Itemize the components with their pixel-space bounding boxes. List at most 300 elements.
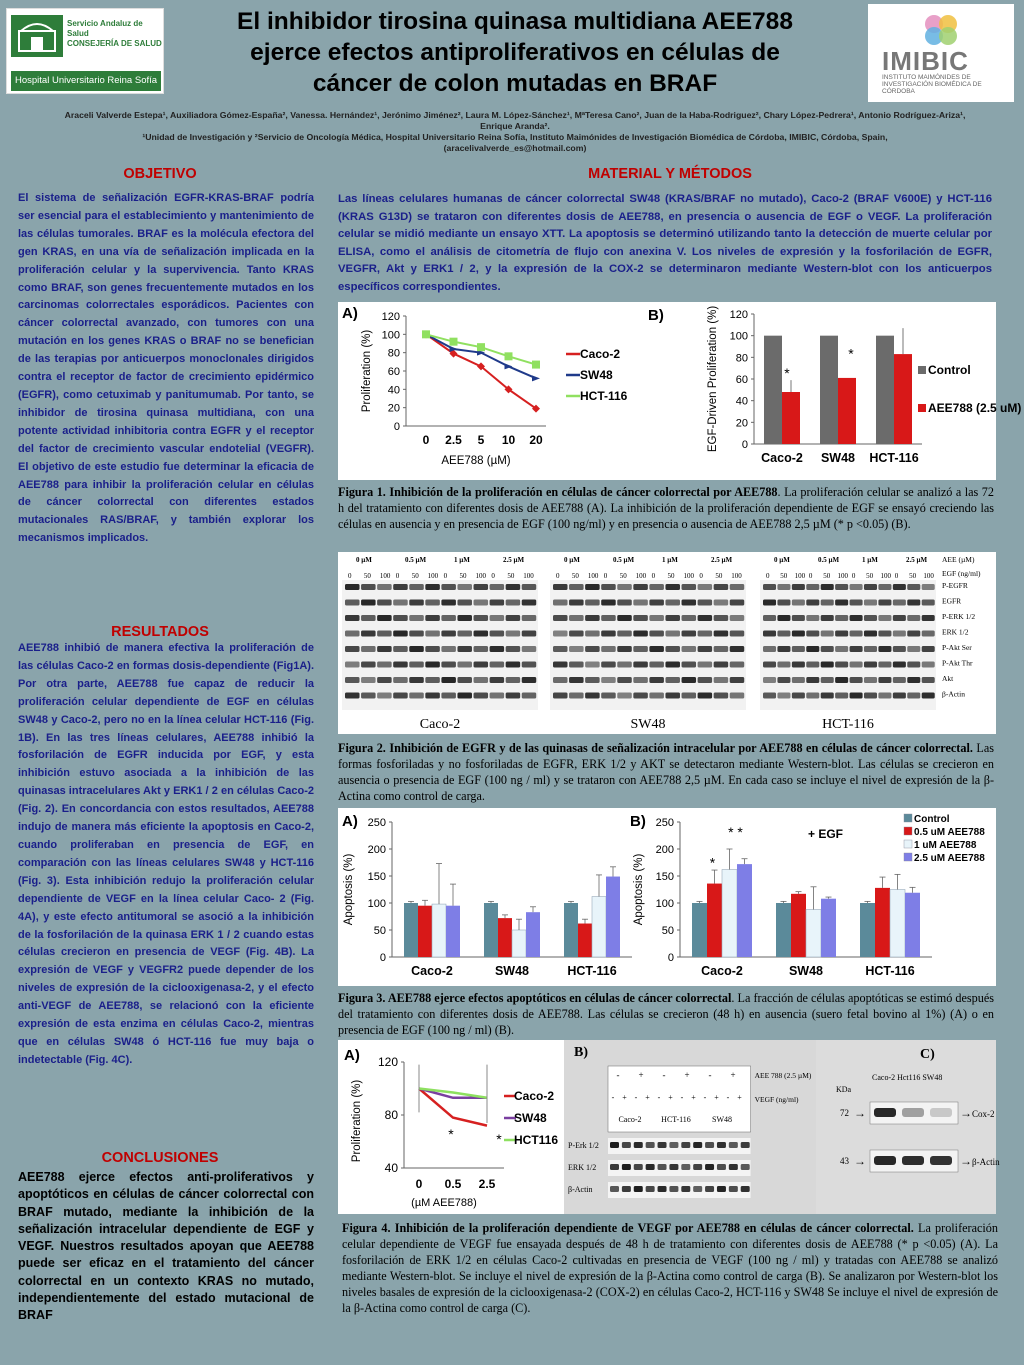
significance-mark: * bbox=[784, 364, 790, 381]
vegf-sign: - bbox=[634, 1093, 638, 1102]
blot-band bbox=[705, 1186, 714, 1192]
blot-band bbox=[792, 615, 805, 621]
blot-band bbox=[698, 600, 713, 606]
blot-band bbox=[425, 646, 440, 652]
conclusiones-text: AEE788 ejerce efectos anti-proliferativos y apoptóticos en células de cáncer colorrectal con BRAF mutado, mediante la inhibición de la señalización intracelular dependiente de EGF y VEGF. Nuestros resultados apoyan que AEE788 puede ser eficaz en el tratamiento del cáncer colorrectal en un contexto KRAS no mutado, independientemente del estado mutacional de BRAF bbox=[18, 1170, 314, 1323]
blot-band bbox=[850, 677, 863, 683]
blot-band bbox=[361, 584, 376, 590]
legend-swatch bbox=[904, 814, 912, 822]
figure-2-caption: Figura 2. Inhibición de EGFR y de las quinasas de señalización intracelular por AEE788 en células de cáncer colorrectal. Las formas fosforiladas y no fosforiladas de EGFR, ERK 1/2 y AKT se detectaron mediante Western-blot. Las células se crecieron en ausencia o presencia de EGF (100 ng / ml) y se trataron con AEE788 2,5 µM. En cada caso se incluye el nivel de expresión de la β-Actina como control de carga. bbox=[338, 741, 994, 803]
x-tick-label: 10 bbox=[501, 433, 516, 447]
bar bbox=[894, 354, 912, 444]
blot-band bbox=[669, 1186, 678, 1192]
blot-band bbox=[730, 631, 745, 637]
egf-label: 0 bbox=[556, 572, 560, 580]
blot-band bbox=[585, 615, 600, 621]
logo-imibic bbox=[868, 4, 1014, 102]
panel-label: A) bbox=[342, 813, 358, 830]
egf-label: 100 bbox=[794, 572, 806, 580]
bar bbox=[446, 906, 460, 957]
blot-band bbox=[922, 677, 935, 683]
objetivo-heading: OBJETIVO bbox=[123, 166, 197, 182]
blot-band bbox=[730, 677, 745, 683]
blot-band bbox=[878, 584, 891, 590]
blot-band bbox=[345, 677, 360, 683]
blot-band bbox=[361, 646, 376, 652]
blot-band bbox=[792, 631, 805, 637]
y-tick-label: 40 bbox=[387, 384, 400, 397]
x-tick-label: HCT-116 bbox=[567, 964, 617, 978]
blot-band bbox=[425, 677, 440, 683]
blot-band bbox=[474, 677, 489, 683]
legend-label: SW48 bbox=[514, 1111, 547, 1125]
bar bbox=[592, 897, 606, 957]
egf-label: 50 bbox=[363, 572, 371, 580]
blot-band bbox=[835, 662, 848, 668]
blot-band bbox=[585, 677, 600, 683]
blot-band bbox=[665, 646, 680, 652]
blot-band bbox=[490, 677, 505, 683]
blot-band bbox=[490, 600, 505, 606]
dose-label: 2.5 µM bbox=[711, 556, 733, 564]
imibic-subtitle: INSTITUTO MAIMÓNIDES DE INVESTIGACIÓN BIOMÉDICA DE CÓRDOBA bbox=[882, 74, 982, 95]
blot-band bbox=[835, 631, 848, 637]
blot-band bbox=[409, 615, 424, 621]
x-tick-label: SW48 bbox=[788, 964, 824, 978]
blot-band bbox=[522, 631, 537, 637]
blot-band bbox=[930, 1108, 952, 1117]
blot-band bbox=[474, 693, 489, 699]
blot-band bbox=[792, 600, 805, 606]
blot-band bbox=[361, 615, 376, 621]
blot-band bbox=[682, 646, 697, 652]
blot-band bbox=[777, 600, 790, 606]
egf-label: 0 bbox=[491, 572, 495, 580]
blot-band bbox=[441, 631, 456, 637]
blot-band bbox=[665, 677, 680, 683]
blot-band bbox=[763, 584, 776, 590]
egf-label: 50 bbox=[619, 572, 627, 580]
blot-band bbox=[633, 693, 648, 699]
x-tick-label: 2.5 bbox=[445, 433, 462, 447]
fig1b-chart bbox=[638, 302, 1022, 480]
logo-junta-andalucia bbox=[6, 8, 164, 94]
panel-label: A) bbox=[342, 305, 358, 322]
blot-band bbox=[610, 1164, 619, 1170]
legend-label: 0.5 uM AEE788 bbox=[914, 827, 985, 838]
dose-label: 1 µM bbox=[862, 556, 878, 564]
blot-band bbox=[490, 646, 505, 652]
blot-band bbox=[698, 662, 713, 668]
blot-band bbox=[441, 662, 456, 668]
x-tick-label: HCT-116 bbox=[865, 964, 915, 978]
blot-band bbox=[864, 677, 877, 683]
affiliation: ¹Unidad de Investigación y ²Servicio de Oncología Médica, Hospital Universitario Reina Sofía, Instituto Maimónides de Investigación Biomédica de Córdoba, IMIBIC, Córdoba, Spain, bbox=[142, 132, 888, 142]
blot-band bbox=[763, 615, 776, 621]
blot-band bbox=[569, 631, 584, 637]
egf-label: 0 bbox=[603, 572, 608, 580]
x-tick-label: 0 bbox=[415, 1177, 423, 1191]
blot-band bbox=[682, 600, 697, 606]
kda-label: KDa bbox=[836, 1085, 852, 1094]
blot-band bbox=[806, 677, 819, 683]
blot-band bbox=[705, 1164, 714, 1170]
dose-label: 2.5 µM bbox=[503, 556, 525, 564]
logo-sas-text: Servicio Andaluz de Salud bbox=[67, 19, 143, 38]
blot-band bbox=[665, 600, 680, 606]
data-point bbox=[505, 352, 513, 360]
aee-label: AEE 788 (2.5 µM) bbox=[754, 1071, 812, 1080]
y-tick-label: 20 bbox=[387, 402, 400, 415]
bar bbox=[722, 870, 737, 957]
blot-band bbox=[569, 646, 584, 652]
vegf-sign: + bbox=[691, 1093, 696, 1102]
blot-band bbox=[553, 662, 568, 668]
row-label: ERK 1/2 bbox=[568, 1163, 597, 1172]
row-label: EGFR bbox=[942, 596, 962, 606]
blot-band bbox=[777, 693, 790, 699]
blot-background bbox=[816, 1040, 996, 1214]
blot-band bbox=[393, 600, 408, 606]
aee-sign: + bbox=[638, 1070, 644, 1080]
blot-band bbox=[474, 615, 489, 621]
blot-band bbox=[441, 615, 456, 621]
blot-band bbox=[522, 600, 537, 606]
y-tick-label: 120 bbox=[381, 311, 400, 323]
egf-label: 100 bbox=[523, 572, 534, 580]
blot-band bbox=[665, 584, 680, 590]
aee-sign: + bbox=[684, 1070, 690, 1080]
blot-band bbox=[792, 646, 805, 652]
blot-band bbox=[617, 584, 632, 590]
vegf-label: VEGF (ng/ml) bbox=[754, 1095, 799, 1104]
blot-band bbox=[850, 615, 863, 621]
data-point bbox=[450, 338, 458, 346]
egf-label: 0 bbox=[808, 572, 813, 580]
blot-band bbox=[835, 677, 848, 683]
blot-band bbox=[617, 600, 632, 606]
blot-band bbox=[393, 584, 408, 590]
egf-label: 50 bbox=[459, 572, 467, 580]
cell-line-label: Caco-2 bbox=[419, 717, 461, 732]
blot-band bbox=[377, 693, 392, 699]
bar bbox=[875, 888, 890, 957]
row-label: β-Actin bbox=[942, 689, 965, 699]
egf-label: 100 bbox=[683, 572, 694, 580]
blot-band bbox=[522, 615, 537, 621]
blot-band bbox=[698, 631, 713, 637]
blot-band bbox=[393, 677, 408, 683]
blot-band bbox=[681, 1186, 690, 1192]
blot-band bbox=[907, 693, 920, 699]
blot-band bbox=[665, 631, 680, 637]
egf-label: 0 bbox=[651, 572, 656, 580]
cell-line-label: SW48 bbox=[630, 717, 666, 732]
legend-label: Caco-2 bbox=[514, 1089, 555, 1103]
blot-band bbox=[893, 677, 906, 683]
blot-band bbox=[763, 631, 776, 637]
blot-band bbox=[633, 615, 648, 621]
blot-band bbox=[806, 662, 819, 668]
row-label: P-Akt Thr bbox=[942, 658, 973, 668]
imibic-name: IMIBIC bbox=[882, 46, 969, 76]
blot-band bbox=[425, 662, 440, 668]
data-point bbox=[532, 375, 540, 381]
blot-band bbox=[345, 662, 360, 668]
row-label: EGF (ng/ml) bbox=[942, 569, 981, 578]
blot-band bbox=[633, 646, 648, 652]
blot-band bbox=[649, 677, 664, 683]
blot-band bbox=[864, 631, 877, 637]
x-tick-label: 0.5 bbox=[444, 1177, 462, 1191]
figure-2-panel bbox=[338, 552, 996, 734]
blot-band bbox=[569, 693, 584, 699]
blot-band bbox=[665, 662, 680, 668]
blot-band bbox=[617, 677, 632, 683]
blot-band bbox=[409, 600, 424, 606]
data-point bbox=[532, 361, 540, 369]
kda-value: 43 bbox=[840, 1156, 849, 1166]
blot-band bbox=[864, 662, 877, 668]
blot-band bbox=[377, 646, 392, 652]
blot-band bbox=[522, 584, 537, 590]
blot-band bbox=[682, 677, 697, 683]
blot-band bbox=[610, 1186, 619, 1192]
blot-band bbox=[729, 1186, 738, 1192]
blot-band bbox=[569, 677, 584, 683]
blot-band bbox=[649, 584, 664, 590]
egf-label: 50 bbox=[866, 572, 874, 580]
blot-band bbox=[634, 1164, 643, 1170]
fig1a-chart bbox=[338, 302, 658, 480]
vegf-sign: - bbox=[703, 1093, 707, 1102]
metodos-text: Las líneas celulares humanas de cáncer colorrectal SW48 (KRAS/BRAF no mutado), Caco-2 (BRAF V600E) y HCT-116 (KRAS G13D) se trataron con diferentes dosis de AEE788, en presencia o ausencia de EGF o VEGF. La proliferación celular se midió mediante un ensayo XTT. La apoptosis se determinó utilizando tanto la detección de muerte celular por ELISA, como el análisis de citometría de flujo con anexina V. Los niveles de expresión y la fosforilación de EGFR, VEGFR, Akt y ERK1 / 2, y la expresión de la COX-2 se determinaron mediante Western-blot con los anticuerpos específicos correspondientes. bbox=[338, 193, 992, 293]
x-tick-label: Caco-2 bbox=[761, 451, 803, 465]
egf-label: 50 bbox=[571, 572, 579, 580]
lane-header: Caco-2 Hct116 SW48 bbox=[872, 1073, 943, 1082]
blot-band bbox=[425, 693, 440, 699]
y-tick-label: 80 bbox=[384, 1108, 398, 1122]
blot-band bbox=[361, 693, 376, 699]
blot-band bbox=[345, 646, 360, 652]
blot-band bbox=[806, 631, 819, 637]
legend-swatch bbox=[904, 853, 912, 861]
blot-band bbox=[393, 662, 408, 668]
cell-label: SW48 bbox=[712, 1115, 732, 1124]
blot-band bbox=[864, 600, 877, 606]
vegf-sign: + bbox=[622, 1093, 627, 1102]
egf-label: 50 bbox=[507, 572, 515, 580]
blot-band bbox=[806, 646, 819, 652]
y-tick-label: 120 bbox=[377, 1055, 398, 1069]
cell-label: Caco-2 bbox=[618, 1115, 642, 1124]
egf-label: 50 bbox=[715, 572, 723, 580]
bar bbox=[526, 912, 540, 957]
protein-label: β-Actin bbox=[972, 1157, 1000, 1167]
blot-band bbox=[585, 584, 600, 590]
blot-band bbox=[763, 600, 776, 606]
blot-band bbox=[474, 646, 489, 652]
blot-band bbox=[634, 1142, 643, 1148]
fig3a-chart bbox=[338, 808, 638, 986]
blot-band bbox=[658, 1186, 667, 1192]
blot-band bbox=[806, 615, 819, 621]
blot-band bbox=[835, 600, 848, 606]
blot-band bbox=[806, 600, 819, 606]
y-axis-title: Apoptosis (%) bbox=[343, 853, 355, 926]
blot-band bbox=[377, 662, 392, 668]
x-tick-label: 0 bbox=[422, 433, 430, 447]
blot-band bbox=[633, 600, 648, 606]
bar bbox=[890, 890, 905, 958]
blot-band bbox=[457, 677, 472, 683]
blot-band bbox=[777, 631, 790, 637]
legend-swatch bbox=[918, 404, 926, 412]
blot-band bbox=[792, 584, 805, 590]
blot-band bbox=[693, 1164, 702, 1170]
egf-label: 100 bbox=[837, 572, 849, 580]
bar bbox=[791, 894, 806, 957]
fig3b-chart bbox=[628, 808, 996, 986]
resultados-heading: RESULTADOS bbox=[111, 624, 209, 640]
egf-label: 100 bbox=[379, 572, 391, 580]
blot-band bbox=[490, 631, 505, 637]
blot-band bbox=[506, 693, 521, 699]
y-tick-label: 0 bbox=[393, 421, 400, 433]
bar bbox=[484, 903, 498, 957]
metodos-heading: MATERIAL Y MÉTODOS bbox=[588, 166, 752, 182]
blot-band bbox=[922, 646, 935, 652]
y-axis-title: Apoptosis (%) bbox=[633, 853, 645, 926]
y-tick-label: 0 bbox=[379, 952, 386, 964]
significance-mark: * bbox=[448, 1125, 454, 1142]
row-label: β-Actin bbox=[568, 1185, 593, 1194]
fig4b-western-blot bbox=[564, 1040, 816, 1214]
blot-band bbox=[907, 662, 920, 668]
row-label: P-Erk 1/2 bbox=[568, 1141, 599, 1150]
blot-band bbox=[425, 631, 440, 637]
blot-band bbox=[717, 1186, 726, 1192]
blot-band bbox=[681, 1142, 690, 1148]
bar bbox=[764, 336, 782, 444]
blot-band bbox=[345, 600, 360, 606]
figure-3-caption: Figura 3. AEE788 ejerce efectos apoptóticos en células de cáncer colorrectal. La fracción de células apoptóticas se estimó después del tratamiento con diferentes dosis de AEE788. Las células se crecieron (48 h) en ausencia (suero fetal bovino al 1%) (A) o en presencia de EGF (100 ng / ml) (B). bbox=[338, 991, 994, 1037]
blot-band bbox=[658, 1164, 667, 1170]
blot-band bbox=[878, 615, 891, 621]
blot-band bbox=[585, 646, 600, 652]
blot-band bbox=[850, 646, 863, 652]
dose-label: 0 µM bbox=[356, 556, 372, 564]
blot-band bbox=[441, 600, 456, 606]
legend-label: Caco-2 bbox=[580, 347, 621, 361]
panel-label: A) bbox=[344, 1047, 360, 1064]
blot-band bbox=[506, 615, 521, 621]
dose-label: 0 µM bbox=[774, 556, 790, 564]
blot-band bbox=[490, 615, 505, 621]
bar bbox=[782, 392, 800, 444]
vegf-sign: - bbox=[680, 1093, 684, 1102]
blot-band bbox=[714, 631, 729, 637]
blot-band bbox=[741, 1142, 750, 1148]
egf-label: 50 bbox=[909, 572, 917, 580]
legend-label: 1 uM AEE788 bbox=[914, 840, 977, 851]
blot-band bbox=[714, 693, 729, 699]
legend-label: HCT-116 bbox=[580, 389, 628, 403]
blot-band bbox=[634, 1186, 643, 1192]
blot-band bbox=[821, 584, 834, 590]
authors-block bbox=[60, 110, 970, 154]
blot-band bbox=[569, 662, 584, 668]
blot-band bbox=[522, 677, 537, 683]
blot-band bbox=[441, 646, 456, 652]
y-tick-label: 40 bbox=[735, 395, 748, 408]
egf-label: 100 bbox=[923, 572, 934, 580]
objetivo-text: El sistema de señalización EGFR-KRAS-BRAF podría ser esencial para el establecimiento y mantenimiento de las células tumorales. BRAF es la molécula efectora del gen KRAS, en una vía de señalización implicada en la proliferación celular y la supervivencia. Tanto KRAS como BRAF, son genes frecuentemente mutados en los carcinomas colorrectales esporádicos. Pacientes con cáncer colorrectal avanzado, con tumores con una mutación en los genes KRAS o BRAF no se benefician de las terapias por anticuerpos monoclonales dirigidos contra el receptor de factor de crecimiento epidérmico (EGFR), como cetuximab y panitumumab. Por tanto, se inhibidor de tirosina quinasa multidiana, con una potente actividad inhibitoria contra EGFR y el receptor del factor de crecimiento vascular endotelial (VEGFR). El objetivo de este estudio fue determinar la eficacia de AEE788 para inhibir la proliferación celular en células de cáncer colorrectal con diferentes estados mutacionales RAS/BRAF, y también explorar los mecanismos implicados. bbox=[18, 192, 314, 545]
blot-band bbox=[474, 631, 489, 637]
blot-band bbox=[585, 662, 600, 668]
blot-band bbox=[457, 693, 472, 699]
blot-band bbox=[522, 693, 537, 699]
blot-band bbox=[893, 646, 906, 652]
x-tick-label: HCT-116 bbox=[869, 451, 919, 465]
blot-band bbox=[377, 600, 392, 606]
egf-label: 50 bbox=[667, 572, 675, 580]
y-tick-label: 60 bbox=[387, 366, 400, 378]
fig4a-chart bbox=[338, 1040, 568, 1214]
bar bbox=[418, 906, 432, 957]
data-point bbox=[477, 343, 485, 351]
y-tick-label: 40 bbox=[384, 1161, 398, 1175]
blot-band bbox=[506, 584, 521, 590]
blot-band bbox=[864, 646, 877, 652]
blot-band bbox=[646, 1164, 655, 1170]
egf-label: 0 bbox=[443, 572, 448, 580]
bar bbox=[860, 903, 875, 957]
blot-band bbox=[730, 693, 745, 699]
logo-emblem bbox=[11, 15, 63, 57]
egf-label: 100 bbox=[587, 572, 599, 580]
panel-label: B) bbox=[648, 307, 664, 324]
y-tick-label: 150 bbox=[655, 871, 674, 883]
blot-band bbox=[878, 693, 891, 699]
blot-band bbox=[649, 615, 664, 621]
blot-band bbox=[907, 631, 920, 637]
blot-band bbox=[741, 1186, 750, 1192]
blot-band bbox=[821, 662, 834, 668]
x-tick-label: 2.5 bbox=[478, 1177, 496, 1191]
blot-band bbox=[714, 600, 729, 606]
row-label: AEE (µM) bbox=[942, 555, 975, 564]
legend-swatch bbox=[918, 366, 926, 374]
egf-label: 50 bbox=[780, 572, 788, 580]
logo-consejeria-text: CONSEJERÍA DE SALUD bbox=[67, 39, 162, 48]
protein-label: Cox-2 bbox=[972, 1109, 995, 1119]
figure-4-caption: Figura 4. Inhibición de la proliferación dependiente de VEGF por AEE788 en células de cáncer colorrectal. La proliferación celular dependiente de VEGF fue ensayada después de 48 h de tratamiento con diferentes dosis de AEE788 (* p <0.05) (A). La fosforilación de ERK 1/2 en células Caco-2 cultivadas en presencia de VEGF (100 ng / ml) y tratadas con AEE788 se analizó mediante Western-blot. Se incluye el nivel de expresión de la β-Actina como control de carga (B). Se analizaron por Western-blot los niveles basales de expresión de la ciclooxigenasa-2 (COX-2) en células Caco-2, HCT-116 y SW48 Se incluye el nivel de expresión de la β-Actina como control de carga (C). bbox=[342, 1221, 998, 1315]
logo-hospital-text: Hospital Universitario Reina Sofía bbox=[11, 71, 161, 91]
blot-band bbox=[601, 646, 616, 652]
blot-band bbox=[506, 646, 521, 652]
blot-band bbox=[393, 615, 408, 621]
email: (aracelivalverde_es@hotmail.com) bbox=[443, 143, 587, 153]
significance-mark: * * bbox=[728, 824, 743, 841]
series-line-Caco-2 bbox=[419, 1089, 487, 1126]
bar bbox=[512, 930, 526, 957]
blot-band bbox=[693, 1186, 702, 1192]
y-tick-label: 250 bbox=[655, 817, 674, 829]
x-tick-label: Caco-2 bbox=[701, 964, 743, 978]
vegf-sign: - bbox=[726, 1093, 730, 1102]
blot-band bbox=[669, 1142, 678, 1148]
